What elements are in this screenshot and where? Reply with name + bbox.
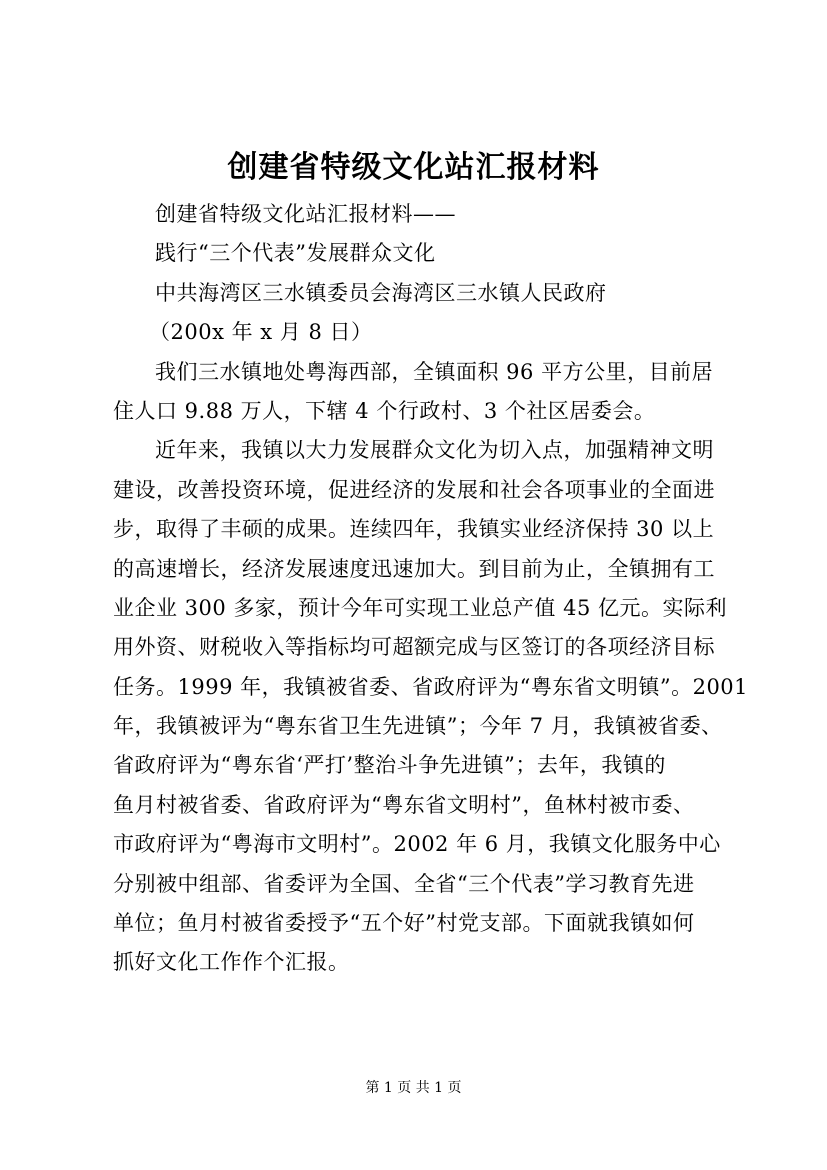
body-line: 践行“三个代表”发展群众文化 [155,241,436,266]
body-line: 我们三水镇地处粤海西部，全镇面积 96 平方公里，目前居 [155,359,714,384]
body-line: 分别被中组部、省委评为全国、全省“三个代表”学习教育先进 [113,871,695,896]
body-line: 创建省特级文化站汇报材料—— [155,202,456,226]
body-line: 市政府评为“粤海市文明村”。2002 年 6 月，我镇文化服务中心 [113,832,721,857]
document-title: 创建省特级文化站汇报材料 [227,150,600,185]
body-line: 抓好文化工作作个汇报。 [113,950,350,975]
document-body [113,195,749,983]
body-line: 用外资、财税收入等指标均可超额完成与区签订的各项经济目标 [113,635,715,660]
body-line: 年，我镇被评为“粤东省卫生先进镇”；今年 7 月，我镇被省委、 [113,714,723,739]
page-footer: 第 1 页 共 1 页 [365,1080,462,1096]
body-line: 单位；鱼月村被省委授予“五个好”村党支部。下面就我镇如何 [113,911,695,936]
body-line: 住人口 9.88 万人，下辖 4 个行政村、3 个社区居委会。 [113,398,656,423]
body-line: 任务。1999 年，我镇被省委、省政府评为“粤东省文明镇”。2001 [113,674,749,699]
body-line: （200x 年 x 月 8 日） [149,320,373,345]
body-line: 步，取得了丰硕的成果。连续四年，我镇实业经济保持 30 以上 [113,517,715,542]
body-line: 省政府评为“粤东省‘严打’整治斗争先进镇”；去年，我镇的 [113,753,666,778]
body-line: 中共海湾区三水镇委员会海湾区三水镇人民政府 [155,280,607,305]
body-line: 建设，改善投资环境，促进经济的发展和社会各项事业的全面进 [113,477,715,502]
body-line: 鱼月村被省委、省政府评为“粤东省文明村”，鱼林村被市委、 [113,792,695,817]
body-line: 业企业 300 多家，预计今年可实现工业总产值 45 亿元。实际利 [113,595,728,620]
body-line: 的高速增长，经济发展速度迅速加大。到目前为止，全镇拥有工 [113,556,715,581]
body-line: 近年来，我镇以大力发展群众文化为切入点，加强精神文明 [155,438,714,463]
